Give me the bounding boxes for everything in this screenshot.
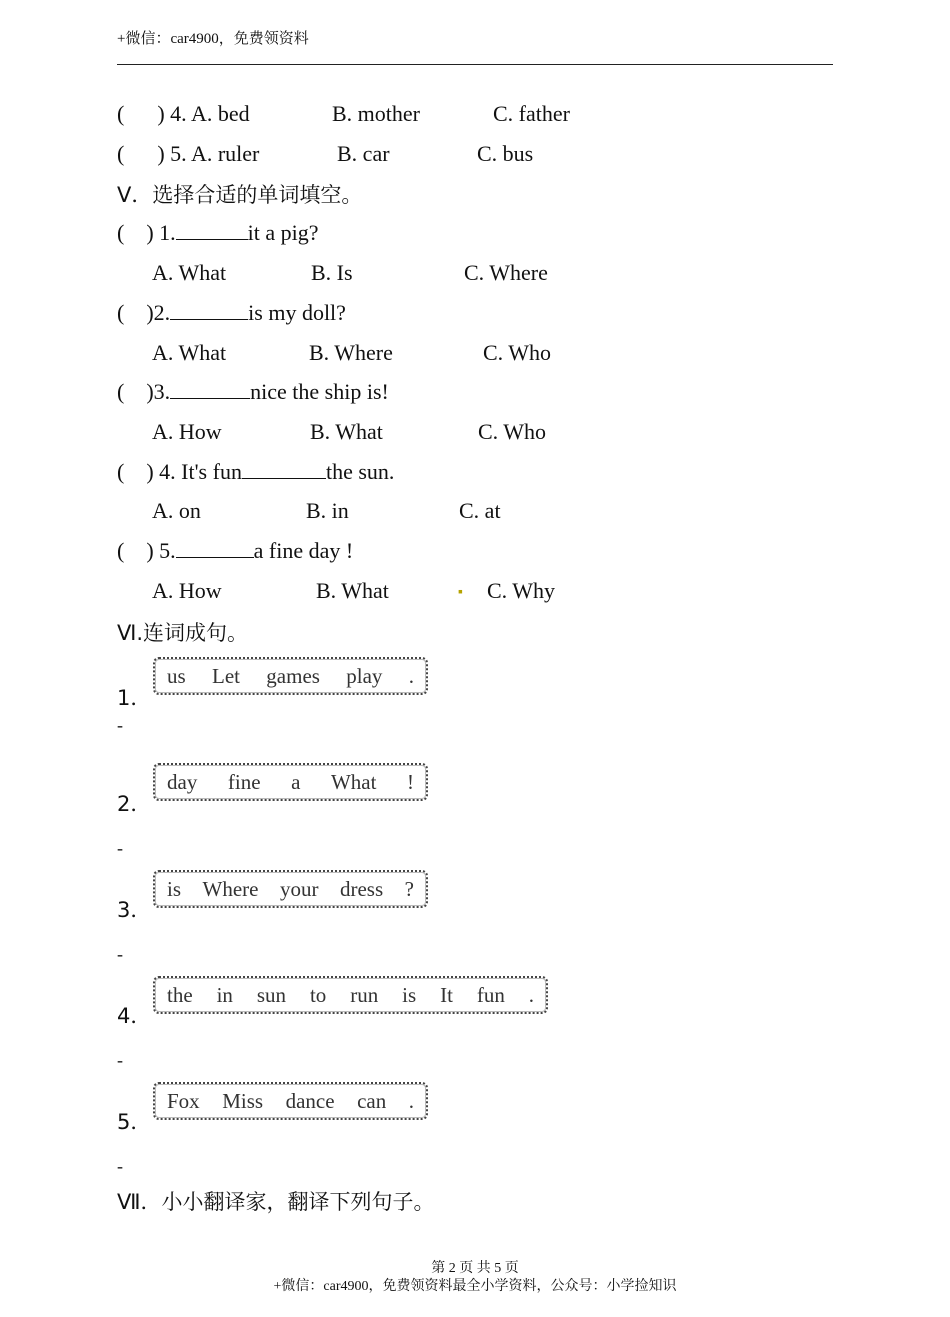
word-tile: Miss xyxy=(222,1088,264,1113)
answer-line[interactable]: - xyxy=(117,1050,123,1070)
option-a: 4. A. bed xyxy=(170,101,250,126)
answer-line[interactable]: - xyxy=(117,1156,123,1176)
question-text: a fine day ! xyxy=(253,538,354,563)
word-box xyxy=(153,763,428,801)
option-b: B. in xyxy=(306,498,349,523)
section-title: V．选择合适的单词填空。 xyxy=(117,183,363,207)
answer-paren-close: ) xyxy=(146,300,154,325)
question-prefix: 4. It's fun xyxy=(159,459,242,484)
question-prefix: 1. xyxy=(159,220,176,245)
word-tile: Fox xyxy=(167,1088,200,1113)
option-c: C. Why xyxy=(487,578,556,603)
header-rule xyxy=(117,64,833,65)
item-number: 4． xyxy=(117,1004,152,1028)
option-c: C. at xyxy=(459,498,501,523)
answer-blank[interactable] xyxy=(176,539,254,558)
answer-paren-open[interactable]: ( xyxy=(117,220,125,245)
answer-paren-open[interactable]: ( xyxy=(117,101,125,126)
section-title: Ⅵ.连词成句。 xyxy=(117,621,249,645)
word-box xyxy=(153,1082,428,1120)
word-tile: in xyxy=(216,982,233,1007)
item-number: 3． xyxy=(117,898,152,922)
word-tile: games xyxy=(266,663,320,688)
option-c: C. Where xyxy=(464,260,548,285)
page-header: +微信：car4900，免费领资料 xyxy=(117,31,309,47)
answer-paren-open[interactable]: ( xyxy=(117,538,125,563)
item-number: 1． xyxy=(117,686,152,710)
answer-paren-open[interactable]: ( xyxy=(117,459,125,484)
option-a: A. What xyxy=(152,260,227,285)
option-c: C. father xyxy=(493,101,570,126)
section-title: Ⅶ．小小翻译家，翻译下列句子。 xyxy=(117,1190,435,1214)
option-b: B. What xyxy=(310,419,383,444)
word-tile: dance xyxy=(285,1088,335,1113)
option-c: C. bus xyxy=(477,141,534,166)
question-text: it a pig? xyxy=(247,220,319,245)
word-tile: your xyxy=(279,876,319,901)
word-tile: What xyxy=(330,769,377,794)
question-row xyxy=(117,220,319,246)
answer-paren-close: ) xyxy=(157,101,165,126)
answer-line[interactable]: - xyxy=(117,944,123,964)
question-text: is my doll? xyxy=(248,300,346,325)
question-text: the sun. xyxy=(325,459,395,484)
option-b: B. Where xyxy=(309,340,393,365)
word-tile: . xyxy=(528,982,534,1007)
word-tile: fine xyxy=(227,769,261,794)
answer-line[interactable]: - xyxy=(117,715,123,735)
word-tile: can xyxy=(357,1088,387,1113)
word-tile: us xyxy=(167,663,186,688)
answer-paren-open[interactable]: ( xyxy=(117,300,125,325)
word-tile: . xyxy=(408,1088,414,1113)
answer-paren-open[interactable]: ( xyxy=(117,379,125,404)
answer-blank[interactable] xyxy=(176,221,248,240)
option-c: C. Who xyxy=(478,419,547,444)
option-a: A. How xyxy=(152,578,222,603)
option-b: B. What xyxy=(316,578,389,603)
option-a: A. on xyxy=(152,498,201,523)
word-tile: dress xyxy=(339,876,384,901)
word-tile: run xyxy=(350,982,379,1007)
answer-blank[interactable] xyxy=(170,301,248,320)
answer-line[interactable]: - xyxy=(117,838,123,858)
answer-paren-close: ) xyxy=(146,220,154,245)
word-tile: a xyxy=(291,769,301,794)
word-tile: the xyxy=(167,982,193,1007)
answer-blank[interactable] xyxy=(170,380,250,399)
word-tile: sun xyxy=(256,982,287,1007)
option-b: B. car xyxy=(337,141,390,166)
word-tile: fun xyxy=(476,982,505,1007)
word-tile: . xyxy=(408,663,414,688)
answer-paren-open[interactable]: ( xyxy=(117,141,125,166)
question-prefix: 3. xyxy=(153,379,171,404)
item-number: 2． xyxy=(117,792,152,816)
option-b: B. mother xyxy=(332,101,420,126)
question-row xyxy=(117,101,250,127)
page-footer-note: +微信：car4900，免费领资料最全小学资料，公众号：小学捡知识 xyxy=(273,1279,677,1294)
word-tile: day xyxy=(167,769,198,794)
question-prefix: 5. xyxy=(159,538,176,563)
word-box xyxy=(153,657,428,695)
option-a: A. How xyxy=(152,419,222,444)
question-prefix: 2. xyxy=(153,300,171,325)
answer-paren-close: ) xyxy=(146,538,154,563)
question-row xyxy=(117,300,346,326)
answer-paren-close: ) xyxy=(146,379,154,404)
word-tile: It xyxy=(440,982,453,1007)
word-box xyxy=(153,870,428,908)
question-row xyxy=(117,141,259,167)
word-tile: ! xyxy=(406,769,414,794)
word-tile: Let xyxy=(212,663,240,688)
question-text: nice the ship is! xyxy=(250,379,389,404)
word-tile: is xyxy=(402,982,417,1007)
word-box xyxy=(153,976,548,1014)
word-tile: Where xyxy=(202,876,259,901)
word-tile: ? xyxy=(404,876,414,901)
item-number: 5． xyxy=(117,1110,152,1134)
question-row xyxy=(117,459,394,485)
word-tile: to xyxy=(309,982,327,1007)
stray-dot: ▪ xyxy=(458,585,463,600)
answer-blank[interactable] xyxy=(242,460,326,479)
answer-paren-close: ) xyxy=(146,459,154,484)
question-row xyxy=(117,379,389,405)
word-tile: is xyxy=(167,876,182,901)
page-number: 第 2 页 共 5 页 xyxy=(431,1261,519,1276)
word-tile: play xyxy=(346,663,383,688)
answer-paren-close: ) xyxy=(157,141,165,166)
option-a: A. What xyxy=(152,340,227,365)
question-row xyxy=(117,538,353,564)
option-c: C. Who xyxy=(483,340,552,365)
option-b: B. Is xyxy=(311,260,353,285)
option-a: 5. A. ruler xyxy=(170,141,260,166)
